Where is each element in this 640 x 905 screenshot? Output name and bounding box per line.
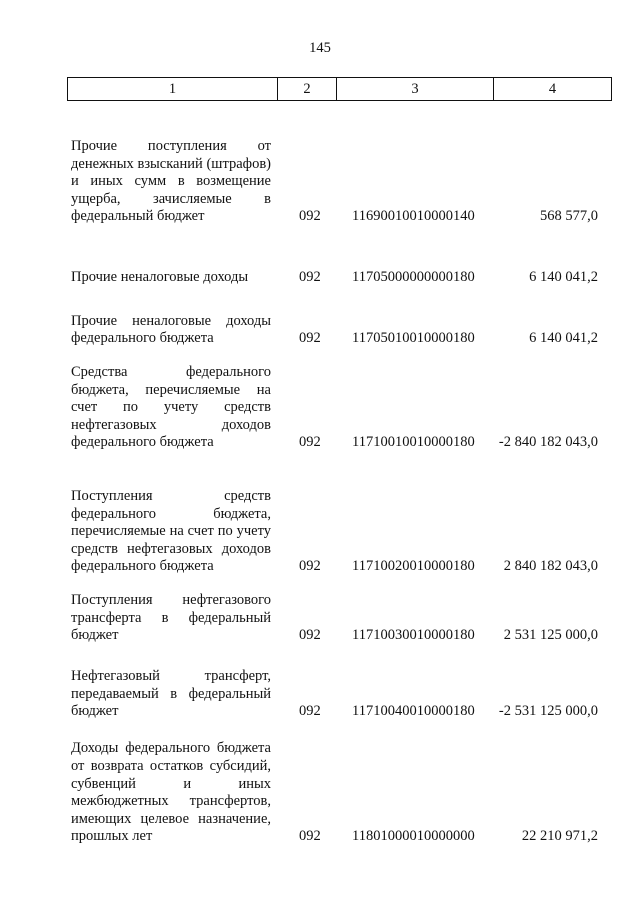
row-name: Доходы федерального бюджета от возврата остатков субсидий, субвенций и иных межбюджетных трансфертов, имеющих целевое назначение, прошлых лет [71,740,271,845]
row-admin-code: 092 [299,434,321,451]
page-number: 145 [309,40,331,56]
row-amount: -2 531 125 000,0 [498,703,598,720]
row-admin-code: 092 [299,208,321,225]
row-budget-code: 11710010010000180 [352,434,475,451]
row-admin-code: 092 [299,627,321,644]
header-col-1: 1 [68,78,278,101]
row-admin-code: 092 [299,828,321,845]
row-admin-code: 092 [299,330,321,347]
row-budget-code: 11705010010000180 [352,330,475,347]
row-name: Средства федерального бюджета, перечисляемые на счет по учету средств нефтегазовых доходов федерального бюджета [71,364,271,451]
row-name: Прочие неналоговые доходы [71,269,249,286]
row-budget-code: 11801000010000000 [352,828,475,845]
row-name: Нефтегазовый трансферт, передаваемый в федеральный бюджет [71,668,271,720]
row-amount: 2 531 125 000,0 [503,627,598,644]
row-admin-code: 092 [299,558,321,575]
header-col-2: 2 [278,78,337,101]
row-amount: 6 140 041,2 [529,330,598,347]
row-amount: 2 840 182 043,0 [503,558,598,575]
row-name: Поступления средств федерального бюджета, перечисляемые на счет по учету средств нефтегазовых доходов федерального бюджета [71,488,271,575]
header-col-3: 3 [337,78,494,101]
row-name: Поступления нефтегазового трансферта в федеральный бюджет [71,592,271,644]
row-budget-code: 11710040010000180 [352,703,475,720]
row-amount: 22 210 971,2 [521,828,598,845]
row-amount: 568 577,0 [540,208,598,225]
row-name: Прочие неналоговые доходы федерального бюджета [71,312,271,347]
row-admin-code: 092 [299,269,321,286]
row-amount: 6 140 041,2 [529,269,598,286]
row-budget-code: 11710030010000180 [352,627,475,644]
row-budget-code: 11705000000000180 [352,269,475,286]
header-col-4: 4 [494,78,612,101]
row-name: Прочие поступления от денежных взысканий (штрафов) и иных сумм в возмещение ущерба, зачисляемые в федеральный бюджет [71,138,271,225]
row-amount: -2 840 182 043,0 [498,434,598,451]
row-budget-code: 11690010010000140 [352,208,475,225]
row-admin-code: 092 [299,703,321,720]
row-budget-code: 11710020010000180 [352,558,475,575]
